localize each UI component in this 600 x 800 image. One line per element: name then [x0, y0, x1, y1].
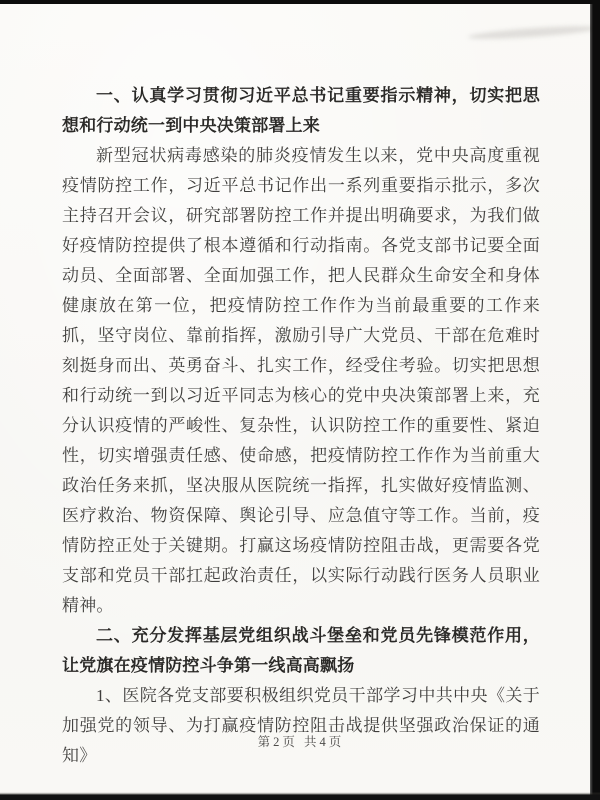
scan-edge-right	[590, 0, 600, 800]
page-number-footer: 第2页 共4页	[257, 735, 345, 749]
scan-edge-bottom	[0, 792, 600, 800]
section-heading-2: 二、充分发挥基层党组织战斗堡垒和党员先锋模范作用，让党旗在疫情防控斗争第一线高高飘扬	[62, 626, 540, 675]
scan-edge-top	[0, 0, 600, 4]
paragraph-2: 1、医院各党支部要积极组织党员干部学习中共中央《关于加强党的领导、为打赢疫情防控阻击战提供坚强政治保证的通知》	[62, 686, 540, 765]
paragraph-1: 新型冠状病毒感染的肺炎疫情发生以来，党中央高度重视疫情防控工作，习近平总书记作出一系列重要指示批示，多次主持召开会议，研究部署防控工作并提出明确要求，为我们做好疫情防控提供了根本遵循和行动指南。各党支部书记要全面动员、全面部署、全面加强工作，把人民群众生命安全和身体健康放在第一位，把疫情防控工作作为当前最重要的工作来抓，坚守岗位、靠前指挥，激励引导广大党员、干部在危难时刻挺身而出、英勇奋斗、扎实工作，经受住考验。切实把思想和行动统一到以习近平同志为核心的党中央决策部署上来，充分认识疫情的严峻性、复杂性，认识防控工作的重要性、紧迫性，切实增强责任感、使命感，把疫情防控工作作为当前重大政治任务来抓，坚决服从医院统一指挥，扎实做好疫情监测、医疗救治、物资保障、舆论引导、应急值守等工作。当前，疫情防控正处于关键期。打赢这场疫情防控阻击战，更需要各党支部和党员干部扛起政治责任，以实际行动践行医务人员职业精神。	[62, 146, 540, 615]
scan-smudge	[468, 23, 598, 41]
document-body	[62, 81, 540, 771]
section-heading-1: 一、认真学习贯彻习近平总书记重要指示精神，切实把思想和行动统一到中央决策部署上来	[62, 86, 540, 135]
